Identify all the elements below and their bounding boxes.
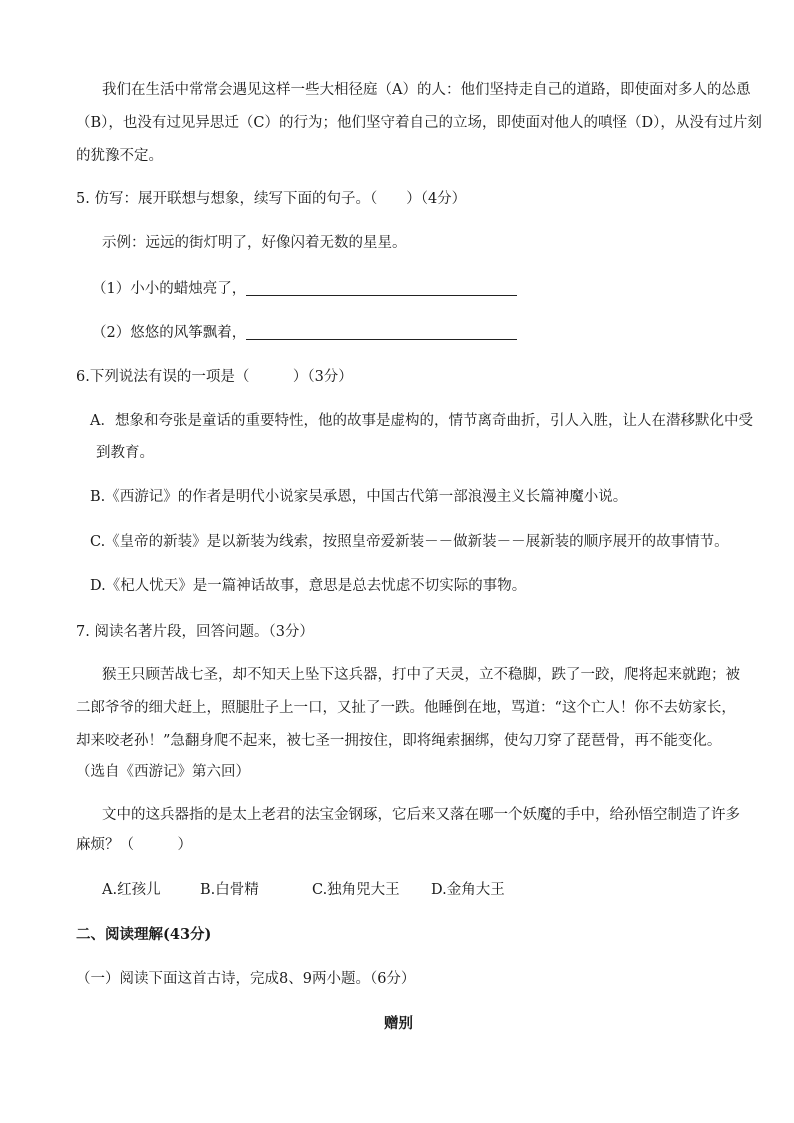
- poem-title: 赠别: [384, 1015, 413, 1032]
- question-7-option-d: D.金角大王: [431, 882, 505, 898]
- question-7-option-c: C.独角兕大王: [312, 882, 400, 898]
- answer-blank-2[interactable]: [246, 325, 517, 340]
- question-6-option-b: B.《西游记》的作者是明代小说家吴承恩，中国古代第一部浪漫主义长篇神魔小说。: [90, 489, 628, 505]
- passage-line-2: （B），也没有过见异思迁（C）的行为；他们坚守着自己的立场，即使面对他人的嗔怪（D），从没有过片刻: [76, 115, 762, 131]
- passage-line-1: 我们在生活中常常会遇见这样一些大相径庭（A）的人：他们坚持走自己的道路，即使面对多人的怂恿: [102, 82, 751, 98]
- answer-blank-1[interactable]: [246, 281, 517, 296]
- question-5-item-2-text: （2）悠悠的风筝飘着，: [92, 325, 247, 341]
- question-6-option-c: C.《皇帝的新装》是以新装为线索，按照皇帝爱新装－－做新装－－展新装的顺序展开的故事情节。: [90, 534, 729, 550]
- question-7-question-line-2: 麻烦？（ ）: [76, 837, 192, 853]
- section-2-part-1-instructions: （一）阅读下面这首古诗，完成8、9两小题。（6分）: [76, 971, 416, 987]
- question-7-question-line-1: 文中的这兵器指的是太上老君的法宝金钢琢，它后来又落在哪一个妖魔的手中，给孙悟空制造了许多: [102, 807, 740, 823]
- question-7-excerpt-line-3: 却来咬老孙！”急翻身爬不起来，被七圣一拥按住，即将绳索捆绑，使勾刀穿了琵琶骨，再不能变化。: [76, 733, 722, 749]
- question-5-example: 示例：远远的街灯明了，好像闪着无数的星星。: [102, 235, 407, 251]
- question-5-item-1: [92, 279, 517, 299]
- question-6-title: 6.下列说法有误的一项是（ ）（3分）: [76, 369, 353, 385]
- question-7-option-b: B.白骨精: [200, 882, 259, 898]
- question-5-title: 5. 仿写：展开联想与想象，续写下面的句子。（ ）（4分）: [76, 191, 467, 207]
- section-2-heading: 二、阅读理解(43分): [76, 926, 212, 943]
- question-7-option-a: A.红孩儿: [102, 882, 161, 898]
- question-7-excerpt-line-1: 猴王只顾苦战七圣，却不知天上坠下这兵器，打中了天灵，立不稳脚，跌了一跤，爬将起来就跑；被: [102, 667, 740, 683]
- question-6-option-a-line-2: 到教育。: [96, 445, 154, 461]
- passage-line-3: 的犹豫不定。: [76, 148, 163, 164]
- question-5-item-1-text: （1）小小的蜡烛亮了，: [92, 281, 247, 297]
- question-5-item-2: [92, 323, 517, 343]
- question-7-excerpt-line-2: 二郎爷爷的细犬赶上，照腿肚子上一口，又扯了一跌。他睡倒在地，骂道：“这个亡人！你不去妨家长，: [76, 700, 736, 716]
- question-7-title: 7. 阅读名著片段，回答问题。（3分）: [76, 624, 314, 640]
- question-6-option-d: D.《杞人忧天》是一篇神话故事，意思是总去忧虑不切实际的事物。: [90, 578, 527, 594]
- question-6-option-a-line-1: A．想象和夸张是童话的重要特性，他的故事是虚构的，情节离奇曲折，引人入胜，让人在潜移默化中受: [90, 413, 753, 429]
- question-7-source: （选自《西游记》第六回）: [76, 764, 250, 780]
